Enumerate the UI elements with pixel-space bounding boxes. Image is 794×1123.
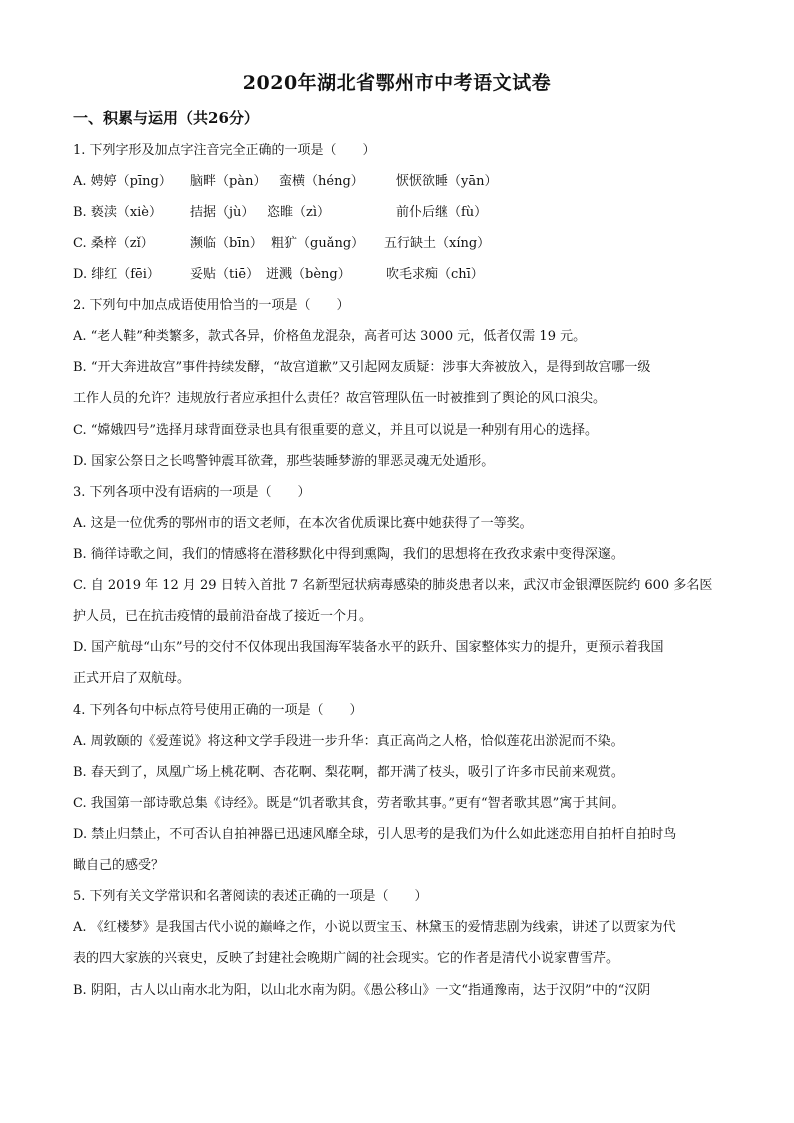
option-c-item-1: C. 桑梓（zǐ） xyxy=(73,236,154,251)
option-a-item-3: 蛮横（héng） xyxy=(279,174,364,189)
option-b-item-4: 前仆后继（fù） xyxy=(396,205,488,220)
question-1-option-a[interactable] xyxy=(73,172,723,192)
question-3-option-b[interactable]: B. 徜徉诗歌之间，我们的情感将在潜移默化中得到熏陶，我们的思想将在孜孜求索中变得深邃。 xyxy=(73,547,624,562)
question-2-stem: 2. 下列句中加点成语使用恰当的一项是（ ） xyxy=(73,298,350,313)
option-a-item-2: 脑畔（pàn） xyxy=(190,174,267,189)
option-a-item-4: 恹恹欲睡（yān） xyxy=(396,174,498,189)
option-a-item-1: A. 娉婷（pīng） xyxy=(73,174,172,189)
option-c-item-3: 粗犷（guǎng） xyxy=(271,236,365,251)
option-d-item-3: 迸溅（bèng） xyxy=(266,267,351,282)
question-1-option-b[interactable] xyxy=(73,203,723,223)
option-d-item-1: D. 绯红（fēi） xyxy=(73,267,160,282)
question-4-option-d-line-1[interactable]: D. 禁止归禁止，不可否认自拍神器已迅速风靡全球，引人思考的是我们为什么如此迷恋用自拍杆自拍时鸟 xyxy=(73,827,677,842)
question-5-option-a-line-1[interactable]: A. 《红楼梦》是我国古代小说的巅峰之作，小说以贾宝玉、林黛玉的爱情悲剧为线索，讲述了以贾家为代 xyxy=(73,920,676,935)
question-3-option-d-line-2: 正式开启了双航母。 xyxy=(73,671,191,686)
question-3-option-d-line-1[interactable]: D. 国产航母“山东”号的交付不仅体现出我国海军装备水平的跃升、国家整体实力的提升，更预示着我国 xyxy=(73,640,664,655)
question-5-option-a-line-2: 表的四大家族的兴衰史，反映了封建社会晚期广阔的社会现实。它的作者是清代小说家曹雪芹。 xyxy=(73,951,620,966)
question-4-option-a[interactable]: A. 周敦颐的《爱莲说》将这种文学手段进一步升华：真正高尚之人格，恰似莲花出淤泥而不染。 xyxy=(73,734,624,749)
question-1-stem: 1. 下列字形及加点字注音完全正确的一项是（ ） xyxy=(73,143,376,158)
question-1-option-d[interactable] xyxy=(73,265,723,285)
question-3-option-a[interactable]: A. 这是一位优秀的鄂州市的语文老师，在本次省优质课比赛中她获得了一等奖。 xyxy=(73,516,533,531)
question-5-option-b-line-1[interactable]: B. 阴阳，古人以山南水北为阳，以山北水南为阴。《愚公移山》一文“指通豫南，达于汉阴”中的“汉阴 xyxy=(73,983,651,998)
question-1-option-c[interactable] xyxy=(73,234,723,254)
option-c-item-2: 濒临（bīn） xyxy=(190,236,263,251)
question-3-stem: 3. 下列各项中没有语病的一项是（ ） xyxy=(73,485,311,500)
question-3-option-c-line-1[interactable]: C. 自 2019 年 12 月 29 日转入首批 7 名新型冠状病毒感染的肺炎患者以来，武汉市金银潭医院约 600 多名医 xyxy=(73,578,713,593)
question-2-option-c[interactable]: C. “嫦娥四号”选择月球背面登录也具有很重要的意义，并且可以说是一种别有用心的选择。 xyxy=(73,423,599,438)
option-b-item-1: B. 亵渎（xiè） xyxy=(73,205,163,220)
question-2-option-d[interactable]: D. 国家公祭日之长鸣警钟震耳欲聋，那些装睡梦游的罪恶灵魂无处遁形。 xyxy=(73,454,495,469)
question-4-stem: 4. 下列各句中标点符号使用正确的一项是（ ） xyxy=(73,703,363,718)
option-b-item-2: 拮据（jù） xyxy=(190,205,255,220)
option-d-item-4: 吹毛求痴（chī） xyxy=(386,267,484,282)
section-heading: 一、积累与运用（共26分） xyxy=(73,109,259,127)
option-d-item-2: 妥贴（tiē） xyxy=(190,267,260,282)
page-title: 2020年湖北省鄂州市中考语文试卷 xyxy=(242,72,552,94)
question-2-option-b-line-1[interactable]: B. “开大奔进故宫”事件持续发酵，“故宫道歉”又引起网友质疑：涉事大奔被放入，是得到故宫哪一级 xyxy=(73,360,651,375)
question-4-option-d-line-2: 瞰自己的感受？ xyxy=(73,858,165,873)
option-c-item-4: 五行缺土（xíng） xyxy=(384,236,491,251)
option-b-item-3: 恣睢（zì） xyxy=(267,205,331,220)
question-5-stem: 5. 下列有关文学常识和名著阅读的表述正确的一项是（ ） xyxy=(73,889,428,904)
question-3-option-c-line-2: 护人员，已在抗击疫情的最前沿奋战了接近一个月。 xyxy=(73,609,373,624)
question-2-option-b-line-2: 工作人员的允许？违规放行者应承担什么责任？故宫管理队伍一时被推到了舆论的风口浪尖。 xyxy=(73,391,607,406)
question-4-option-b[interactable]: B. 春天到了，凤凰广场上桃花啊、杏花啊、梨花啊，都开满了枝头，吸引了许多市民前来观赏。 xyxy=(73,765,624,780)
question-2-option-a[interactable]: A. “老人鞋”种类繁多，款式各异，价格鱼龙混杂，高者可达 3000 元，低者仅需 19 元。 xyxy=(73,329,587,344)
question-4-option-c[interactable]: C. 我国第一部诗歌总集《诗经》。既是“饥者歌其食，劳者歌其事。”更有“智者歌其恩”寓于其间。 xyxy=(73,796,625,811)
